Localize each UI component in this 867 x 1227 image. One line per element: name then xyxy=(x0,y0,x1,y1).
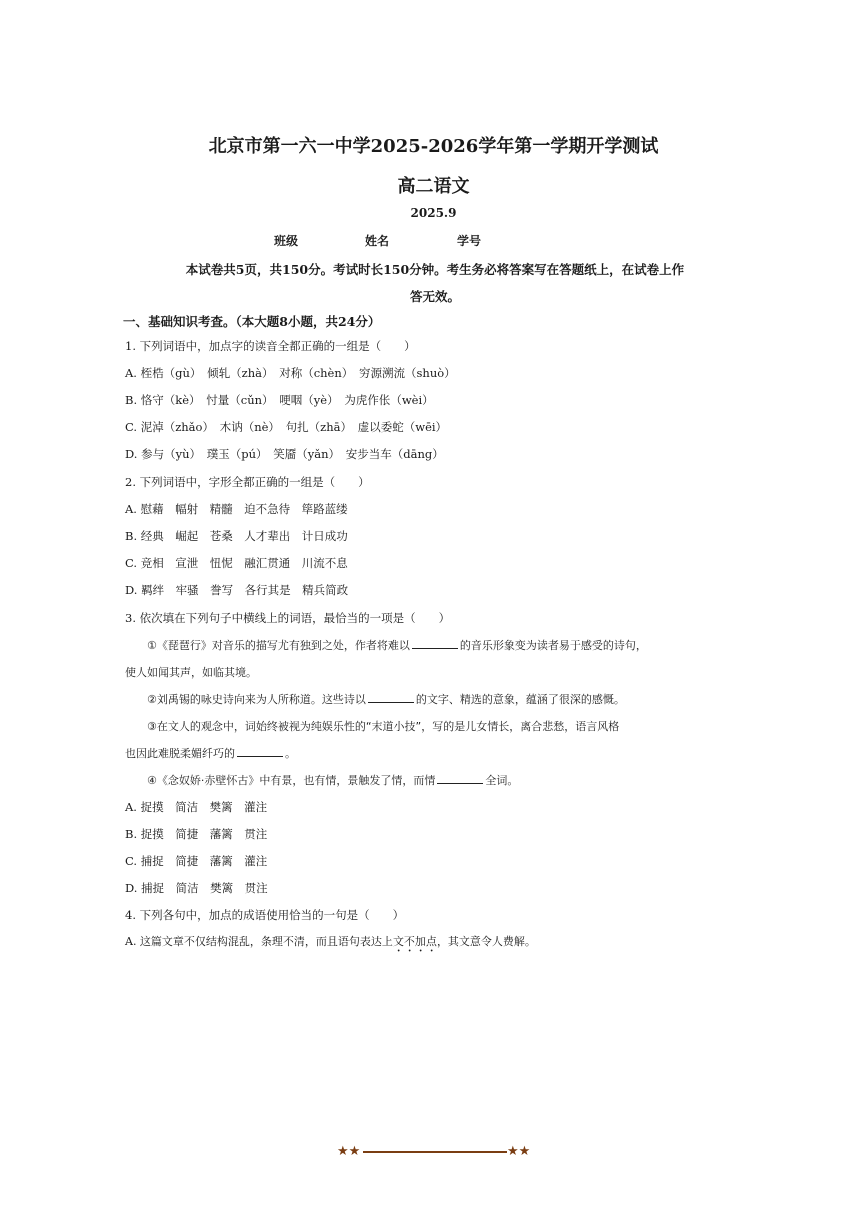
fill-blank xyxy=(412,647,458,649)
sentence-text: 全词。 xyxy=(485,774,519,787)
question-4-option-a xyxy=(125,933,536,955)
notice-line: 答无效。 xyxy=(409,289,460,304)
question-1-option-a: A. 桎梏（gù） 倾轧（zhà） 对称（chèn） 穷源溯流（shuò） xyxy=(125,366,456,380)
star-icon: ★★ xyxy=(507,1144,531,1159)
question-1-stem: 1. 下列词语中，加点字的读音全都正确的一组是（ ） xyxy=(125,339,416,353)
dotted-idiom: 文不加点 xyxy=(392,935,437,948)
section-heading: 一、基础知识考查。（本大题8小题，共24分） xyxy=(123,314,381,329)
question-3-option-b: B. 捉摸 简捷 藩篱 贯注 xyxy=(125,827,268,841)
fill-blank xyxy=(237,755,283,757)
fill-blank xyxy=(368,701,414,703)
student-id-field-label: 学号 xyxy=(457,234,482,248)
notice-line: 本试卷共5页，共150分。考试时长150分钟。考生务必将答案写在答题纸上，在试卷上作 xyxy=(185,262,685,277)
sentence-text: ④《念奴娇·赤壁怀古》中有景，也有情，景触发了情，而情 xyxy=(147,774,436,787)
question-2-option-a: A. 慰藉 幅射 精髓 迫不急待 筚路蓝缕 xyxy=(125,502,348,516)
sentence-text: 也因此难脱柔媚纤巧的 xyxy=(125,747,235,760)
exam-date: 2025.9 xyxy=(410,206,457,220)
page-subtitle: 高二语文 xyxy=(397,176,470,197)
question-3-sentence-3-cont xyxy=(125,745,296,761)
question-2-option-d: D. 羁绊 牢骚 誊写 各行其是 精兵简政 xyxy=(125,583,349,597)
question-1-option-b: B. 恪守（kè） 忖量（cǔn） 哽咽（yè） 为虎作伥（wèi） xyxy=(125,393,434,407)
question-2-stem: 2. 下列词语中，字形全都正确的一组是（ ） xyxy=(125,475,370,489)
fill-blank xyxy=(437,782,483,784)
question-3-option-d: D. 捕捉 简洁 樊篱 贯注 xyxy=(125,881,268,895)
question-3-option-a: A. 捉摸 简洁 樊篱 灌注 xyxy=(125,800,268,814)
question-3-sentence-4 xyxy=(147,772,518,788)
sentence-text: 的音乐形象变为读者易于感受的诗句， xyxy=(459,639,647,652)
sentence-text: 的文字、精选的意象，蕴涵了很深的感慨。 xyxy=(415,693,625,706)
class-field-label: 班级 xyxy=(274,234,299,248)
question-2-option-c: C. 竞相 宣泄 忸怩 融汇贯通 川流不息 xyxy=(125,556,348,570)
question-3-sentence-1 xyxy=(147,637,647,653)
question-1-option-d: D. 参与（yù） 璞玉（pú） 笑靥（yǎn） 安步当车（dāng） xyxy=(125,447,444,461)
question-3-option-c: C. 捕捉 简捷 藩篱 灌注 xyxy=(125,854,268,868)
question-2-option-b: B. 经典 崛起 苍桑 人才辈出 计日成功 xyxy=(125,529,348,543)
sentence-text: 。 xyxy=(285,747,296,760)
footer-rule xyxy=(363,1151,507,1153)
exam-notice xyxy=(120,256,750,310)
option-text: ，其文意令人费解。 xyxy=(436,935,536,948)
sentence-text: ②刘禹锡的咏史诗向来为人所称道。这些诗以 xyxy=(147,693,366,706)
question-3-sentence-2 xyxy=(147,691,625,707)
question-4-stem: 4. 下列各句中，加点的成语使用恰当的一句是（ ） xyxy=(125,908,405,922)
footer-decoration xyxy=(337,1144,533,1160)
question-3-sentence-1-cont: 使人如闻其声，如临其境。 xyxy=(125,666,257,679)
sentence-text: ①《琵琶行》对音乐的描写尤有独到之处，作者将难以 xyxy=(147,639,410,652)
name-field-label: 姓名 xyxy=(365,234,390,248)
question-3-sentence-3: ③在文人的观念中，词始终被视为纯娱乐性的“末道小技”，写的是儿女情长，离合悲愁，语言风格 xyxy=(147,720,620,733)
question-3-stem: 3. 依次填在下列句子中横线上的词语，最恰当的一项是（ ） xyxy=(125,611,451,625)
page-title: 北京市第一六一中学2025-2026学年第一学期开学测试 xyxy=(208,136,659,157)
question-1-option-c: C. 泥淖（zhǎo） 木讷（nè） 句扎（zhā） 虚以委蛇（wēi） xyxy=(125,420,448,434)
option-text: A. 这篇文章不仅结构混乱，条理不清，而且语句表达上 xyxy=(125,935,393,948)
star-icon: ★★ xyxy=(337,1144,361,1159)
